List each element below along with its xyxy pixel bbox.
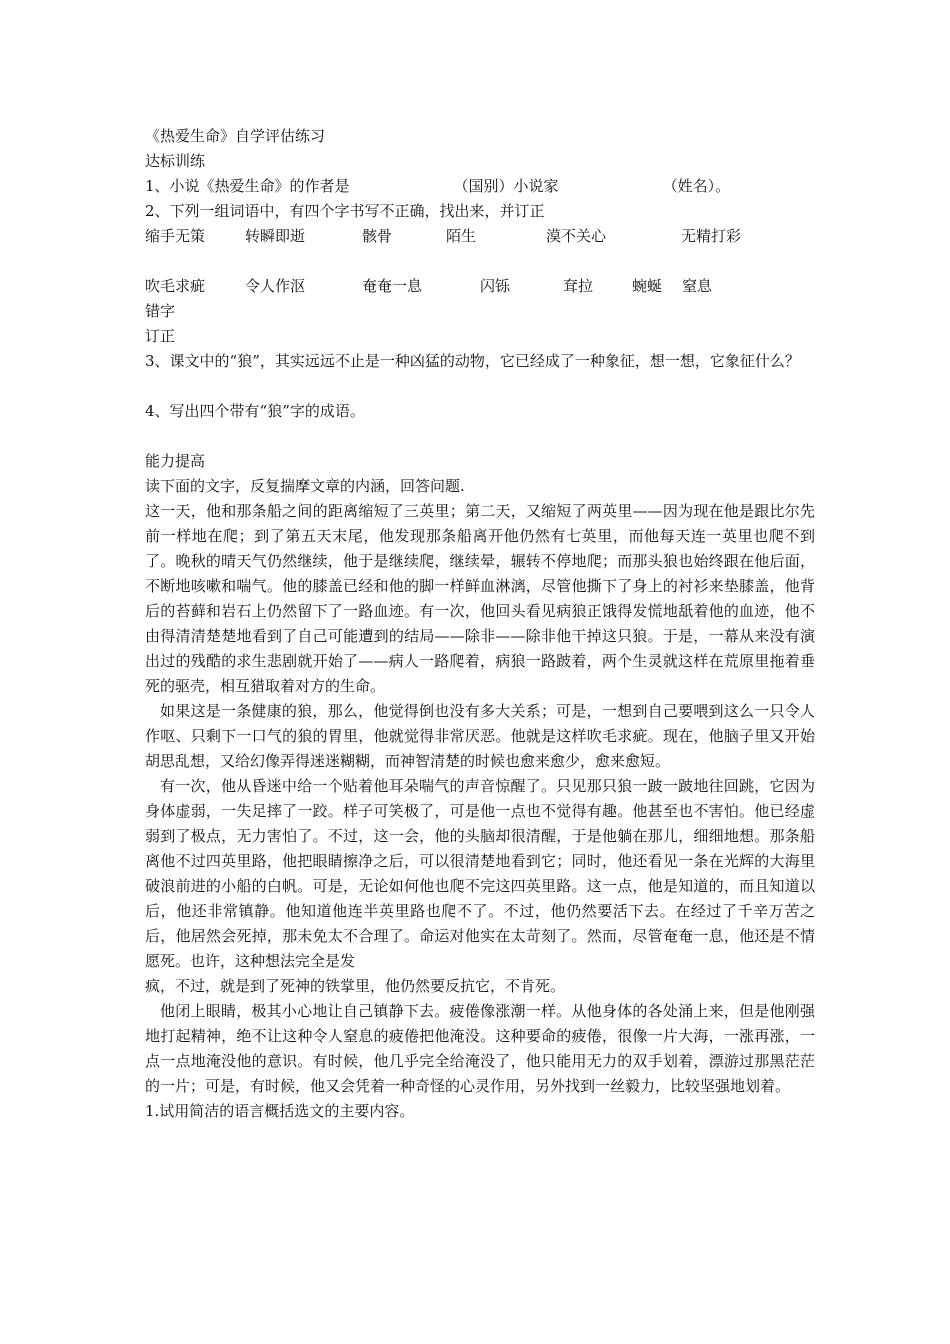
word-item: 闪铄 [480, 277, 511, 295]
spacer [145, 249, 815, 274]
passage-paragraph: 如果这是一条健康的狼，那么，他觉得倒也没有多大关系；可是，一想到自己要喂到这么一只令人作呕、只剩下一口气的狼的胃里，他就觉得非常厌恶。他就是这样吹毛求疵。现在，他脑子里又开始胡思乱想，又给幻像弄得迷迷糊糊，而神智清楚的时候也愈来愈少，愈来愈短。 [145, 702, 815, 770]
word-item: 转瞬即逝 [245, 227, 306, 245]
word-row-1 [145, 224, 815, 249]
doc-title: 《热爱生命》自学评估练习 [145, 127, 326, 145]
word-item: 耷拉 [563, 277, 594, 295]
word-item: 奄奄一息 [362, 277, 423, 295]
word-item: 窒息 [682, 277, 713, 295]
passage-paragraph: 有一次，他从昏迷中给一个贴着他耳朵喘气的声音惊醒了。只见那只狼一跛一跛地往回跳，它因为身体虚弱，一失足摔了一跤。样子可笑极了，可是他一点也不觉得有趣。他甚至也不害怕。他已经虚弱到了极点，无力害怕了。不过，这一会，他的头脑却很清醒，于是他躺在那儿，细细地想。那条船离他不过四英里路，他把眼睛擦净之后，可以很清楚地看到它；同时，他还看见一条在光辉的大海里破浪前进的小船的白帆。可是，无论如何他也爬不完这四英里路。这一点，他是知道的，而且知道以后，他还非常镇静。他知道他连半英里路也爬不了。不过，他仍然要活下去。在经过了千辛万苦之后，他居然会死掉，那未免太不合理了。命运对他实在太苛刻了。然而，尽管奄奄一息，他还是不情愿死。也许，这种想法完全是发 [145, 777, 815, 970]
reading-instruction: 读下面的文字，反复揣摩文章的内涵，回答问题. [145, 477, 465, 495]
word-item: 蜿蜒 [632, 277, 663, 295]
section-heading-advanced: 能力提高 [145, 452, 206, 470]
word-item: 吹毛求疵 [145, 277, 206, 295]
final-question: 1.试用简洁的语言概括选文的主要内容。 [145, 1102, 415, 1120]
word-row-2 [145, 274, 815, 299]
q1-prefix: 1、小说《热爱生命》的作者是 [145, 177, 350, 195]
q1-suffix: （姓名）。 [662, 177, 731, 195]
word-item: 令人作沤 [245, 277, 306, 295]
correction-label: 订正 [145, 327, 176, 345]
question-4: 4、写出四个带有“狼”字的成语。 [145, 402, 365, 420]
word-item: 陌生 [446, 227, 477, 245]
spacer [145, 374, 815, 399]
spacer [145, 424, 815, 449]
question-3: 3、课文中的“狼”，其实远远不止是一种凶猛的动物，它已经成了一种象征，想一想，它象征什么？ [145, 352, 800, 370]
question-2: 2、下列一组词语中，有四个字书写不正确，找出来，并订正 [145, 202, 545, 220]
word-item: 骸骨 [362, 227, 393, 245]
word-item: 无精打彩 [681, 227, 742, 245]
question-1 [145, 174, 815, 199]
wrong-char-label: 错字 [145, 302, 176, 320]
section-heading-basic: 达标训练 [145, 152, 206, 170]
passage-paragraph: 疯，不过，就是到了死神的铁掌里，他仍然要反抗它，不肯死。 [145, 977, 566, 995]
word-item: 缩手无策 [145, 227, 206, 245]
document-page [145, 124, 815, 1124]
passage-paragraph: 他闭上眼睛，极其小心地让自己镇静下去。疲倦像涨潮一样。从他身体的各处涌上来，但是他刚强地打起精神，绝不让这种令人窒息的疲倦把他淹没。这种要命的疲倦，很像一片大海，一涨再涨，一点一点地淹没他的意识。有时候，他几乎完全给淹没了，他只能用无力的双手划着，漂游过那黑茫茫的一片；可是，有时候，他又会凭着一种奇怪的心灵作用，另外找到一丝毅力，比较坚强地划着。 [145, 1002, 815, 1095]
word-item: 漠不关心 [546, 227, 607, 245]
passage-paragraph: 这一天，他和那条船之间的距离缩短了三英里；第二天，又缩短了两英里——因为现在他是跟比尔先前一样地在爬；到了第五天末尾，他发现那条船离开他仍然有七英里，而他每天连一英里也爬不到了。晚秋的晴天气仍然继续，他于是继续爬，继续晕，辗转不停地爬；而那头狼也始终跟在他后面，不断地咳嗽和喘气。他的膝盖已经和他的脚一样鲜血淋漓，尽管他撕下了身上的衬衫来垫膝盖，他背后的苔藓和岩石上仍然留下了一路血迹。有一次，他回头看见病狼正饿得发慌地舐着他的血迹，他不由得清清楚楚地看到了自己可能遭到的结局——除非——除非他干掉这只狼。于是，一幕从来没有演出过的残酷的求生悲剧就开始了——病人一路爬着，病狼一路跛着，两个生灵就这样在荒原里拖着垂死的驱壳，相互猎取着对方的生命。 [145, 502, 815, 695]
q1-mid: （国别）小说家 [453, 177, 559, 195]
